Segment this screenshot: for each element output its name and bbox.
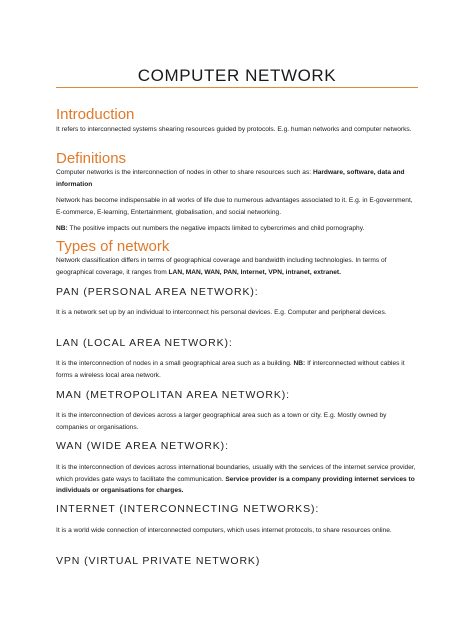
heading-internet: INTERNET (INTERCONNECTING NETWORKS): (56, 503, 320, 515)
lan-text: It is the interconnection of nodes in a small geographical area such as a building. (56, 360, 294, 367)
heading-vpn: VPN (VIRTUAL PRIVATE NETWORK) (56, 555, 261, 567)
heading-types-of-network: Types of network (56, 238, 170, 255)
paragraph-definitions-2: Network has become indispensable in all works of life due to numerous advantages associated to it. E.g. in E-government, E-commerce, E-learning, Entertainment, globalisation, and social networking. (56, 197, 413, 216)
title-underline (56, 87, 418, 88)
paragraph-wan (56, 462, 418, 497)
heading-man: MAN (METROPOLITAN AREA NETWORK): (56, 389, 290, 401)
heading-introduction: Introduction (56, 106, 135, 123)
paragraph-definitions-nb (56, 223, 418, 235)
definitions-resources-bold: Hardware, software, data and information (56, 169, 405, 188)
paragraph-types-intro (56, 255, 418, 278)
types-list-bold: LAN, MAN, WAN, PAN, Internet, VPN, intranet, extranet. (168, 268, 341, 276)
nb-label: NB: (56, 225, 68, 232)
lan-nb-label: NB: (293, 360, 306, 367)
wan-text: It is the interconnection of devices across international boundaries, usually with the services of the internet service provider, which provides gate ways to facilitate the communication. (56, 464, 416, 483)
paragraph-introduction: It refers to interconnected systems shearing resources guided by protocols. E.g. human networks and computer networks. (56, 126, 412, 133)
paragraph-definitions-1 (56, 167, 418, 190)
nb-text: The positive impacts out numbers the negative impacts limited to cybercrimes and child pornography. (67, 225, 365, 232)
definitions-text: Computer networks is the interconnection of nodes in other to share resources such as: (56, 169, 313, 176)
paragraph-internet: It is a world wide connection of interconnected computers, which uses internet protocols, to share resources online. (56, 527, 392, 534)
lan-nb-text: If interconnected without cables it forms a wireless local area network. (56, 360, 405, 379)
wan-service-provider-bold: Service provider is a company providing internet services to individuals or organisations for charges. (56, 475, 415, 494)
heading-lan: LAN (LOCAL AREA NETWORK): (56, 337, 233, 349)
heading-pan: PAN (PERSONAL AREA NETWORK): (56, 286, 259, 298)
paragraph-pan: It is a network set up by an individual to interconnect his personal devices. E.g. Computer and peripheral devices. (56, 309, 387, 316)
document-title: COMPUTER NETWORK (137, 66, 337, 85)
types-intro-text: Network classification differs in terms of geographical coverage and bandwidth including technologies. In terms of geographical coverage, it ranges from (56, 257, 387, 276)
heading-definitions: Definitions (56, 150, 127, 167)
paragraph-man: It is the interconnection of devices across a larger geographical area such as a town or city. E.g. Mostly owned by companies or organisations. (56, 412, 387, 431)
paragraph-lan (56, 358, 418, 381)
heading-wan: WAN (WIDE AREA NETWORK): (56, 440, 229, 452)
